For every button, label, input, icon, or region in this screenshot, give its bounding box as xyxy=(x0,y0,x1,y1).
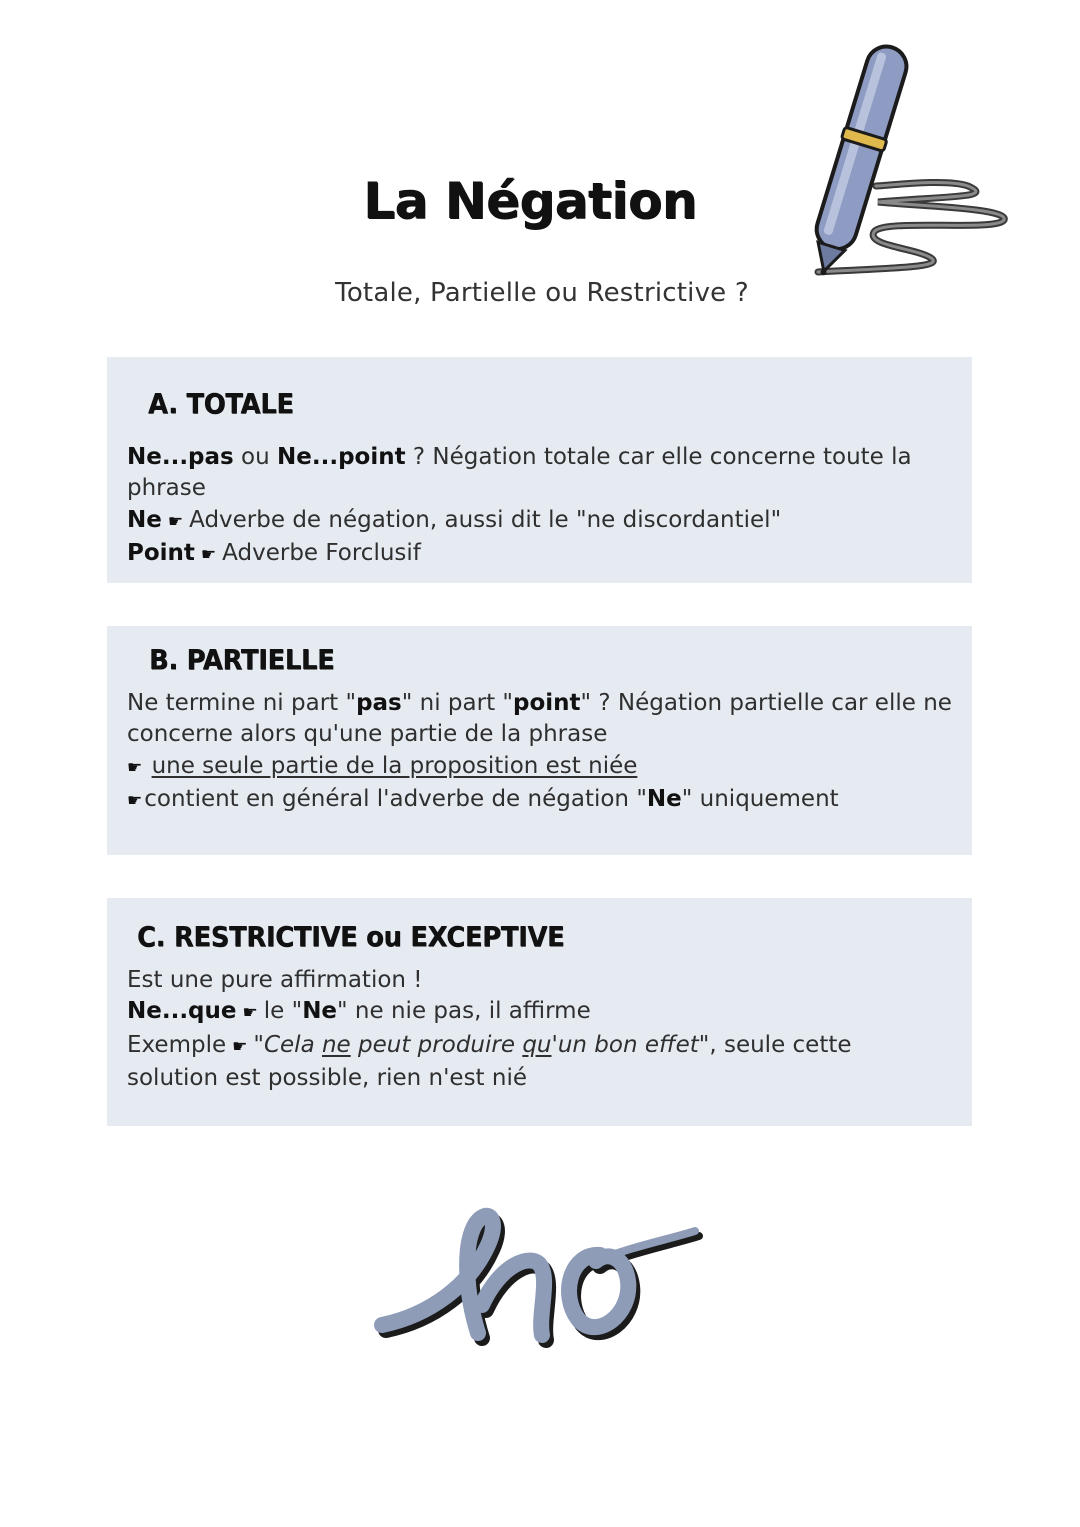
underlined-text: une seule partie de la proposition est niée xyxy=(151,752,638,779)
pointing-hand-icon: ☛ xyxy=(127,757,143,778)
section-heading: B. PARTIELLE xyxy=(149,643,335,676)
restrictive-line-3 xyxy=(127,1030,954,1095)
text: " ni part " xyxy=(401,690,513,716)
example-text: peut produire xyxy=(350,1031,523,1058)
pointing-hand-icon: ☛ xyxy=(242,1003,258,1024)
text: contient en général l'adverbe de négation " xyxy=(144,785,647,812)
text: Exemple xyxy=(127,1031,227,1058)
pointing-hand-icon: ☛ xyxy=(167,511,184,532)
text: " uniquement xyxy=(681,785,839,812)
text: Ne termine ni part " xyxy=(127,690,357,716)
pointing-hand-icon: ☛ xyxy=(127,790,143,811)
restrictive-line-1: Est une pure affirmation ! xyxy=(127,967,423,993)
term-ne-pas: Ne...pas xyxy=(127,444,234,470)
term-point: Point xyxy=(127,539,195,566)
term-ne: Ne xyxy=(127,506,162,533)
text: ou xyxy=(233,444,278,470)
no-lettering-illustration xyxy=(370,1195,710,1355)
restrictive-line-2 xyxy=(127,996,954,1029)
term-ne: Ne xyxy=(302,998,338,1025)
pointing-hand-icon: ☛ xyxy=(232,1036,248,1057)
page-title: La Négation xyxy=(363,172,697,230)
section-partielle xyxy=(107,626,972,855)
text: " ne nie pas, il affirme xyxy=(337,998,591,1025)
pointing-hand-icon: ☛ xyxy=(200,544,217,565)
totale-line-2 xyxy=(127,505,954,538)
term-point: point xyxy=(512,690,581,716)
term-ne: Ne xyxy=(646,785,682,812)
example-text: "Cela xyxy=(253,1031,322,1058)
text: " ? Négation partielle car elle ne concerne alors qu'une partie de la phrase xyxy=(127,690,952,748)
partielle-line-3 xyxy=(127,784,954,817)
totale-line-3 xyxy=(127,538,954,571)
text: le " xyxy=(263,998,303,1025)
partielle-line-1 xyxy=(127,688,954,751)
section-restrictive xyxy=(107,898,972,1126)
text: ? Négation totale car elle concerne toute la phrase xyxy=(127,444,912,502)
section-heading: A. TOTALE xyxy=(148,387,294,420)
text: Adverbe Forclusif xyxy=(222,539,421,566)
term-ne-point: Ne...point xyxy=(277,444,406,470)
example-text: 'un bon effet xyxy=(551,1031,699,1058)
term-pas: pas xyxy=(356,690,402,716)
term-ne-que: Ne...que xyxy=(127,998,237,1025)
page-subtitle: Totale, Partielle ou Restrictive ? xyxy=(335,278,749,308)
text: Adverbe de négation, aussi dit le "ne discordantiel" xyxy=(189,506,782,533)
section-heading: C. RESTRICTIVE ou EXCEPTIVE xyxy=(137,920,565,953)
section-totale xyxy=(107,357,972,583)
pen-icon xyxy=(796,36,1014,286)
partielle-line-2 xyxy=(127,751,954,784)
text: ", seule cette solution est possible, rien n'est nié xyxy=(127,1031,852,1091)
totale-line-1 xyxy=(127,442,954,505)
example-underlined: qu xyxy=(522,1031,552,1058)
example-underlined: ne xyxy=(321,1031,351,1058)
